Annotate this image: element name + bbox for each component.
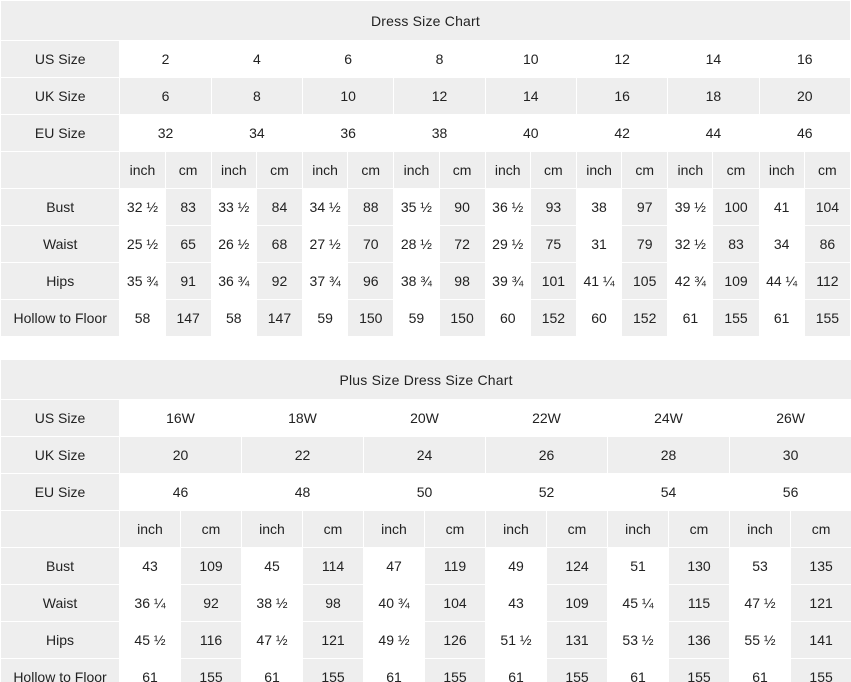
cell-waist-plus-cm-5: 115 (669, 585, 730, 622)
unit-cell-inch-4: inch (394, 152, 439, 189)
unit-header-row (1, 152, 851, 189)
cell-uk-size-7: 18 (668, 78, 759, 115)
cell-uk-size-plus-4: 26 (486, 437, 608, 474)
plus-size-title: Plus Size Dress Size Chart (1, 360, 851, 400)
plus-size-dress-size-chart-table (0, 359, 851, 682)
table-row (1, 41, 851, 78)
cell-hollow-inch-5: 60 (485, 300, 530, 337)
cell-waist-plus-cm-4: 109 (547, 585, 608, 622)
row-label-units-plus (1, 511, 120, 548)
cell-bust-plus-inch-6: 53 (730, 548, 791, 585)
cell-us-size-plus-3: 20W (364, 400, 486, 437)
cell-bust-cm-4: 90 (439, 189, 485, 226)
cell-hollow-cm-7: 155 (713, 300, 759, 337)
unit-cell-cm-3: cm (348, 152, 394, 189)
row-label-uk-size: UK Size (1, 78, 120, 115)
cell-hips-inch-5: 39 ¾ (485, 263, 530, 300)
cell-waist-plus-inch-2: 38 ½ (242, 585, 303, 622)
row-label-us-size: US Size (1, 41, 120, 78)
cell-hips-cm-8: 112 (804, 263, 850, 300)
cell-hips-plus-cm-4: 131 (547, 622, 608, 659)
cell-bust-cm-1: 83 (165, 189, 211, 226)
cell-hips-cm-4: 98 (439, 263, 485, 300)
cell-us-size-plus-5: 24W (608, 400, 730, 437)
cell-hollow-inch-6: 60 (576, 300, 621, 337)
cell-hips-plus-cm-5: 136 (669, 622, 730, 659)
cell-uk-size-3: 10 (303, 78, 394, 115)
cell-eu-size-2: 34 (211, 115, 302, 152)
unit-cell-plus-cm-4: cm (547, 511, 608, 548)
cell-eu-size-plus-1: 46 (120, 474, 242, 511)
cell-eu-size-plus-4: 52 (486, 474, 608, 511)
cell-us-size-7: 14 (668, 41, 759, 78)
cell-hips-plus-inch-3: 49 ½ (364, 622, 425, 659)
unit-cell-cm-7: cm (713, 152, 759, 189)
cell-bust-inch-1: 32 ½ (120, 189, 165, 226)
cell-hollow-inch-2: 58 (211, 300, 256, 337)
cell-waist-cm-7: 83 (713, 226, 759, 263)
cell-hips-plus-cm-3: 126 (425, 622, 486, 659)
cell-waist-plus-cm-1: 92 (181, 585, 242, 622)
cell-hips-cm-6: 105 (622, 263, 668, 300)
cell-hollow-cm-4: 150 (439, 300, 485, 337)
cell-us-size-plus-6: 26W (730, 400, 851, 437)
cell-waist-inch-2: 26 ½ (211, 226, 256, 263)
cell-hollow-plus-cm-3: 155 (425, 659, 486, 682)
table-row (1, 189, 851, 226)
row-label-bust-plus: Bust (1, 548, 120, 585)
cell-bust-cm-8: 104 (804, 189, 850, 226)
cell-hollow-plus-cm-1: 155 (181, 659, 242, 682)
table-row (1, 659, 851, 682)
cell-bust-cm-7: 100 (713, 189, 759, 226)
cell-uk-size-plus-1: 20 (120, 437, 242, 474)
cell-eu-size-8: 46 (759, 115, 850, 152)
cell-hollow-cm-3: 150 (348, 300, 394, 337)
cell-hips-cm-3: 96 (348, 263, 394, 300)
cell-eu-size-6: 42 (576, 115, 667, 152)
cell-waist-inch-5: 29 ½ (485, 226, 530, 263)
cell-eu-size-plus-6: 56 (730, 474, 851, 511)
cell-bust-inch-5: 36 ½ (485, 189, 530, 226)
cell-waist-cm-5: 75 (530, 226, 576, 263)
unit-cell-plus-inch-3: inch (364, 511, 425, 548)
cell-us-size-1: 2 (120, 41, 211, 78)
cell-hollow-inch-3: 59 (303, 300, 348, 337)
cell-waist-plus-cm-3: 104 (425, 585, 486, 622)
cell-us-size-5: 10 (485, 41, 576, 78)
cell-bust-plus-inch-2: 45 (242, 548, 303, 585)
cell-us-size-plus-2: 18W (242, 400, 364, 437)
cell-uk-size-plus-5: 28 (608, 437, 730, 474)
cell-hips-inch-2: 36 ¾ (211, 263, 256, 300)
cell-eu-size-1: 32 (120, 115, 211, 152)
chart-title-row (1, 1, 851, 41)
unit-cell-plus-inch-2: inch (242, 511, 303, 548)
cell-uk-size-4: 12 (394, 78, 485, 115)
cell-eu-size-5: 40 (485, 115, 576, 152)
cell-hips-cm-1: 91 (165, 263, 211, 300)
cell-eu-size-4: 38 (394, 115, 485, 152)
cell-hips-plus-cm-2: 121 (303, 622, 364, 659)
cell-hollow-cm-1: 147 (165, 300, 211, 337)
table-row (1, 474, 851, 511)
cell-waist-plus-inch-3: 40 ¾ (364, 585, 425, 622)
unit-header-row (1, 511, 851, 548)
cell-bust-plus-cm-2: 114 (303, 548, 364, 585)
cell-waist-inch-6: 31 (576, 226, 621, 263)
cell-us-size-4: 8 (394, 41, 485, 78)
cell-hollow-plus-inch-6: 61 (730, 659, 791, 682)
unit-cell-inch-1: inch (120, 152, 165, 189)
row-label-hips: Hips (1, 263, 120, 300)
cell-waist-cm-6: 79 (622, 226, 668, 263)
unit-cell-inch-7: inch (668, 152, 713, 189)
cell-hollow-plus-inch-2: 61 (242, 659, 303, 682)
dress-size-chart-table (0, 0, 851, 337)
cell-bust-inch-7: 39 ½ (668, 189, 713, 226)
cell-uk-size-5: 14 (485, 78, 576, 115)
cell-hollow-inch-7: 61 (668, 300, 713, 337)
cell-bust-cm-3: 88 (348, 189, 394, 226)
cell-hips-cm-7: 109 (713, 263, 759, 300)
table-row (1, 226, 851, 263)
cell-waist-plus-cm-2: 98 (303, 585, 364, 622)
cell-hips-cm-5: 101 (530, 263, 576, 300)
chart-separator (0, 337, 851, 359)
cell-bust-inch-8: 41 (759, 189, 804, 226)
cell-hollow-cm-2: 147 (256, 300, 302, 337)
cell-hips-inch-7: 42 ¾ (668, 263, 713, 300)
cell-bust-inch-6: 38 (576, 189, 621, 226)
cell-bust-plus-cm-4: 124 (547, 548, 608, 585)
cell-hips-plus-inch-4: 51 ½ (486, 622, 547, 659)
cell-uk-size-6: 16 (576, 78, 667, 115)
row-label-eu-size: EU Size (1, 115, 120, 152)
chart-title-row (1, 360, 851, 400)
unit-cell-inch-6: inch (576, 152, 621, 189)
unit-cell-inch-3: inch (303, 152, 348, 189)
row-label-hollow-to-floor-plus: Hollow to Floor (1, 659, 120, 682)
cell-hollow-cm-5: 152 (530, 300, 576, 337)
cell-uk-size-1: 6 (120, 78, 211, 115)
row-label-uk-size-plus: UK Size (1, 437, 120, 474)
cell-waist-plus-inch-4: 43 (486, 585, 547, 622)
row-label-bust: Bust (1, 189, 120, 226)
cell-eu-size-plus-5: 54 (608, 474, 730, 511)
cell-waist-cm-2: 68 (256, 226, 302, 263)
cell-us-size-plus-1: 16W (120, 400, 242, 437)
cell-hollow-plus-inch-5: 61 (608, 659, 669, 682)
cell-waist-cm-4: 72 (439, 226, 485, 263)
table-row (1, 437, 851, 474)
unit-cell-plus-cm-2: cm (303, 511, 364, 548)
cell-hips-inch-4: 38 ¾ (394, 263, 439, 300)
cell-waist-inch-3: 27 ½ (303, 226, 348, 263)
cell-bust-plus-cm-6: 135 (791, 548, 851, 585)
cell-hollow-plus-cm-4: 155 (547, 659, 608, 682)
row-label-units (1, 152, 120, 189)
unit-cell-cm-5: cm (530, 152, 576, 189)
cell-us-size-2: 4 (211, 41, 302, 78)
table-row (1, 300, 851, 337)
cell-hollow-plus-cm-2: 155 (303, 659, 364, 682)
cell-uk-size-plus-3: 24 (364, 437, 486, 474)
cell-bust-plus-cm-5: 130 (669, 548, 730, 585)
unit-cell-inch-2: inch (211, 152, 256, 189)
unit-cell-plus-inch-4: inch (486, 511, 547, 548)
table-row (1, 78, 851, 115)
cell-hips-plus-inch-6: 55 ½ (730, 622, 791, 659)
cell-bust-plus-inch-3: 47 (364, 548, 425, 585)
row-label-hollow-to-floor: Hollow to Floor (1, 300, 120, 337)
cell-bust-plus-cm-1: 109 (181, 548, 242, 585)
cell-uk-size-plus-6: 30 (730, 437, 851, 474)
cell-hips-inch-1: 35 ¾ (120, 263, 165, 300)
table-row (1, 622, 851, 659)
unit-cell-plus-inch-1: inch (120, 511, 181, 548)
cell-waist-plus-inch-5: 45 ¼ (608, 585, 669, 622)
cell-hollow-plus-cm-6: 155 (791, 659, 851, 682)
cell-hips-plus-inch-1: 45 ½ (120, 622, 181, 659)
table-row (1, 115, 851, 152)
cell-eu-size-plus-2: 48 (242, 474, 364, 511)
cell-waist-inch-8: 34 (759, 226, 804, 263)
cell-waist-inch-1: 25 ½ (120, 226, 165, 263)
row-label-waist-plus: Waist (1, 585, 120, 622)
cell-hips-cm-2: 92 (256, 263, 302, 300)
cell-uk-size-plus-2: 22 (242, 437, 364, 474)
row-label-us-size-plus: US Size (1, 400, 120, 437)
unit-cell-plus-inch-5: inch (608, 511, 669, 548)
cell-us-size-plus-4: 22W (486, 400, 608, 437)
cell-waist-cm-3: 70 (348, 226, 394, 263)
cell-eu-size-3: 36 (303, 115, 394, 152)
cell-bust-inch-2: 33 ½ (211, 189, 256, 226)
cell-bust-plus-inch-4: 49 (486, 548, 547, 585)
cell-hollow-cm-8: 155 (804, 300, 850, 337)
unit-cell-cm-2: cm (256, 152, 302, 189)
cell-bust-plus-cm-3: 119 (425, 548, 486, 585)
cell-uk-size-2: 8 (211, 78, 302, 115)
cell-hips-plus-inch-2: 47 ½ (242, 622, 303, 659)
cell-waist-cm-8: 86 (804, 226, 850, 263)
cell-hollow-cm-6: 152 (622, 300, 668, 337)
cell-hips-plus-inch-5: 53 ½ (608, 622, 669, 659)
unit-cell-plus-cm-5: cm (669, 511, 730, 548)
cell-hollow-inch-8: 61 (759, 300, 804, 337)
cell-bust-inch-3: 34 ½ (303, 189, 348, 226)
cell-hollow-inch-1: 58 (120, 300, 165, 337)
table-row (1, 585, 851, 622)
cell-uk-size-8: 20 (759, 78, 850, 115)
cell-eu-size-7: 44 (668, 115, 759, 152)
cell-bust-plus-inch-5: 51 (608, 548, 669, 585)
row-label-eu-size-plus: EU Size (1, 474, 120, 511)
cell-hollow-plus-inch-4: 61 (486, 659, 547, 682)
cell-hollow-plus-cm-5: 155 (669, 659, 730, 682)
cell-hollow-plus-inch-1: 61 (120, 659, 181, 682)
cell-hips-inch-3: 37 ¾ (303, 263, 348, 300)
unit-cell-cm-4: cm (439, 152, 485, 189)
cell-bust-plus-inch-1: 43 (120, 548, 181, 585)
cell-hips-inch-6: 41 ¼ (576, 263, 621, 300)
page-title: Dress Size Chart (1, 1, 851, 41)
cell-waist-inch-7: 32 ½ (668, 226, 713, 263)
cell-waist-inch-4: 28 ½ (394, 226, 439, 263)
table-row (1, 263, 851, 300)
unit-cell-inch-5: inch (485, 152, 530, 189)
cell-hips-inch-8: 44 ¼ (759, 263, 804, 300)
cell-waist-plus-cm-6: 121 (791, 585, 851, 622)
cell-us-size-6: 12 (576, 41, 667, 78)
unit-cell-inch-8: inch (759, 152, 804, 189)
cell-bust-cm-5: 93 (530, 189, 576, 226)
cell-waist-plus-inch-6: 47 ½ (730, 585, 791, 622)
cell-hips-plus-cm-1: 116 (181, 622, 242, 659)
cell-hollow-inch-4: 59 (394, 300, 439, 337)
unit-cell-cm-8: cm (804, 152, 850, 189)
table-row (1, 548, 851, 585)
cell-us-size-8: 16 (759, 41, 850, 78)
unit-cell-cm-6: cm (622, 152, 668, 189)
unit-cell-cm-1: cm (165, 152, 211, 189)
cell-eu-size-plus-3: 50 (364, 474, 486, 511)
table-row (1, 400, 851, 437)
cell-bust-cm-6: 97 (622, 189, 668, 226)
unit-cell-plus-cm-3: cm (425, 511, 486, 548)
cell-bust-cm-2: 84 (256, 189, 302, 226)
unit-cell-plus-cm-6: cm (791, 511, 851, 548)
cell-waist-plus-inch-1: 36 ¼ (120, 585, 181, 622)
row-label-hips-plus: Hips (1, 622, 120, 659)
row-label-waist: Waist (1, 226, 120, 263)
cell-us-size-3: 6 (303, 41, 394, 78)
cell-hollow-plus-inch-3: 61 (364, 659, 425, 682)
cell-waist-cm-1: 65 (165, 226, 211, 263)
unit-cell-plus-cm-1: cm (181, 511, 242, 548)
cell-hips-plus-cm-6: 141 (791, 622, 851, 659)
unit-cell-plus-inch-6: inch (730, 511, 791, 548)
cell-bust-inch-4: 35 ½ (394, 189, 439, 226)
